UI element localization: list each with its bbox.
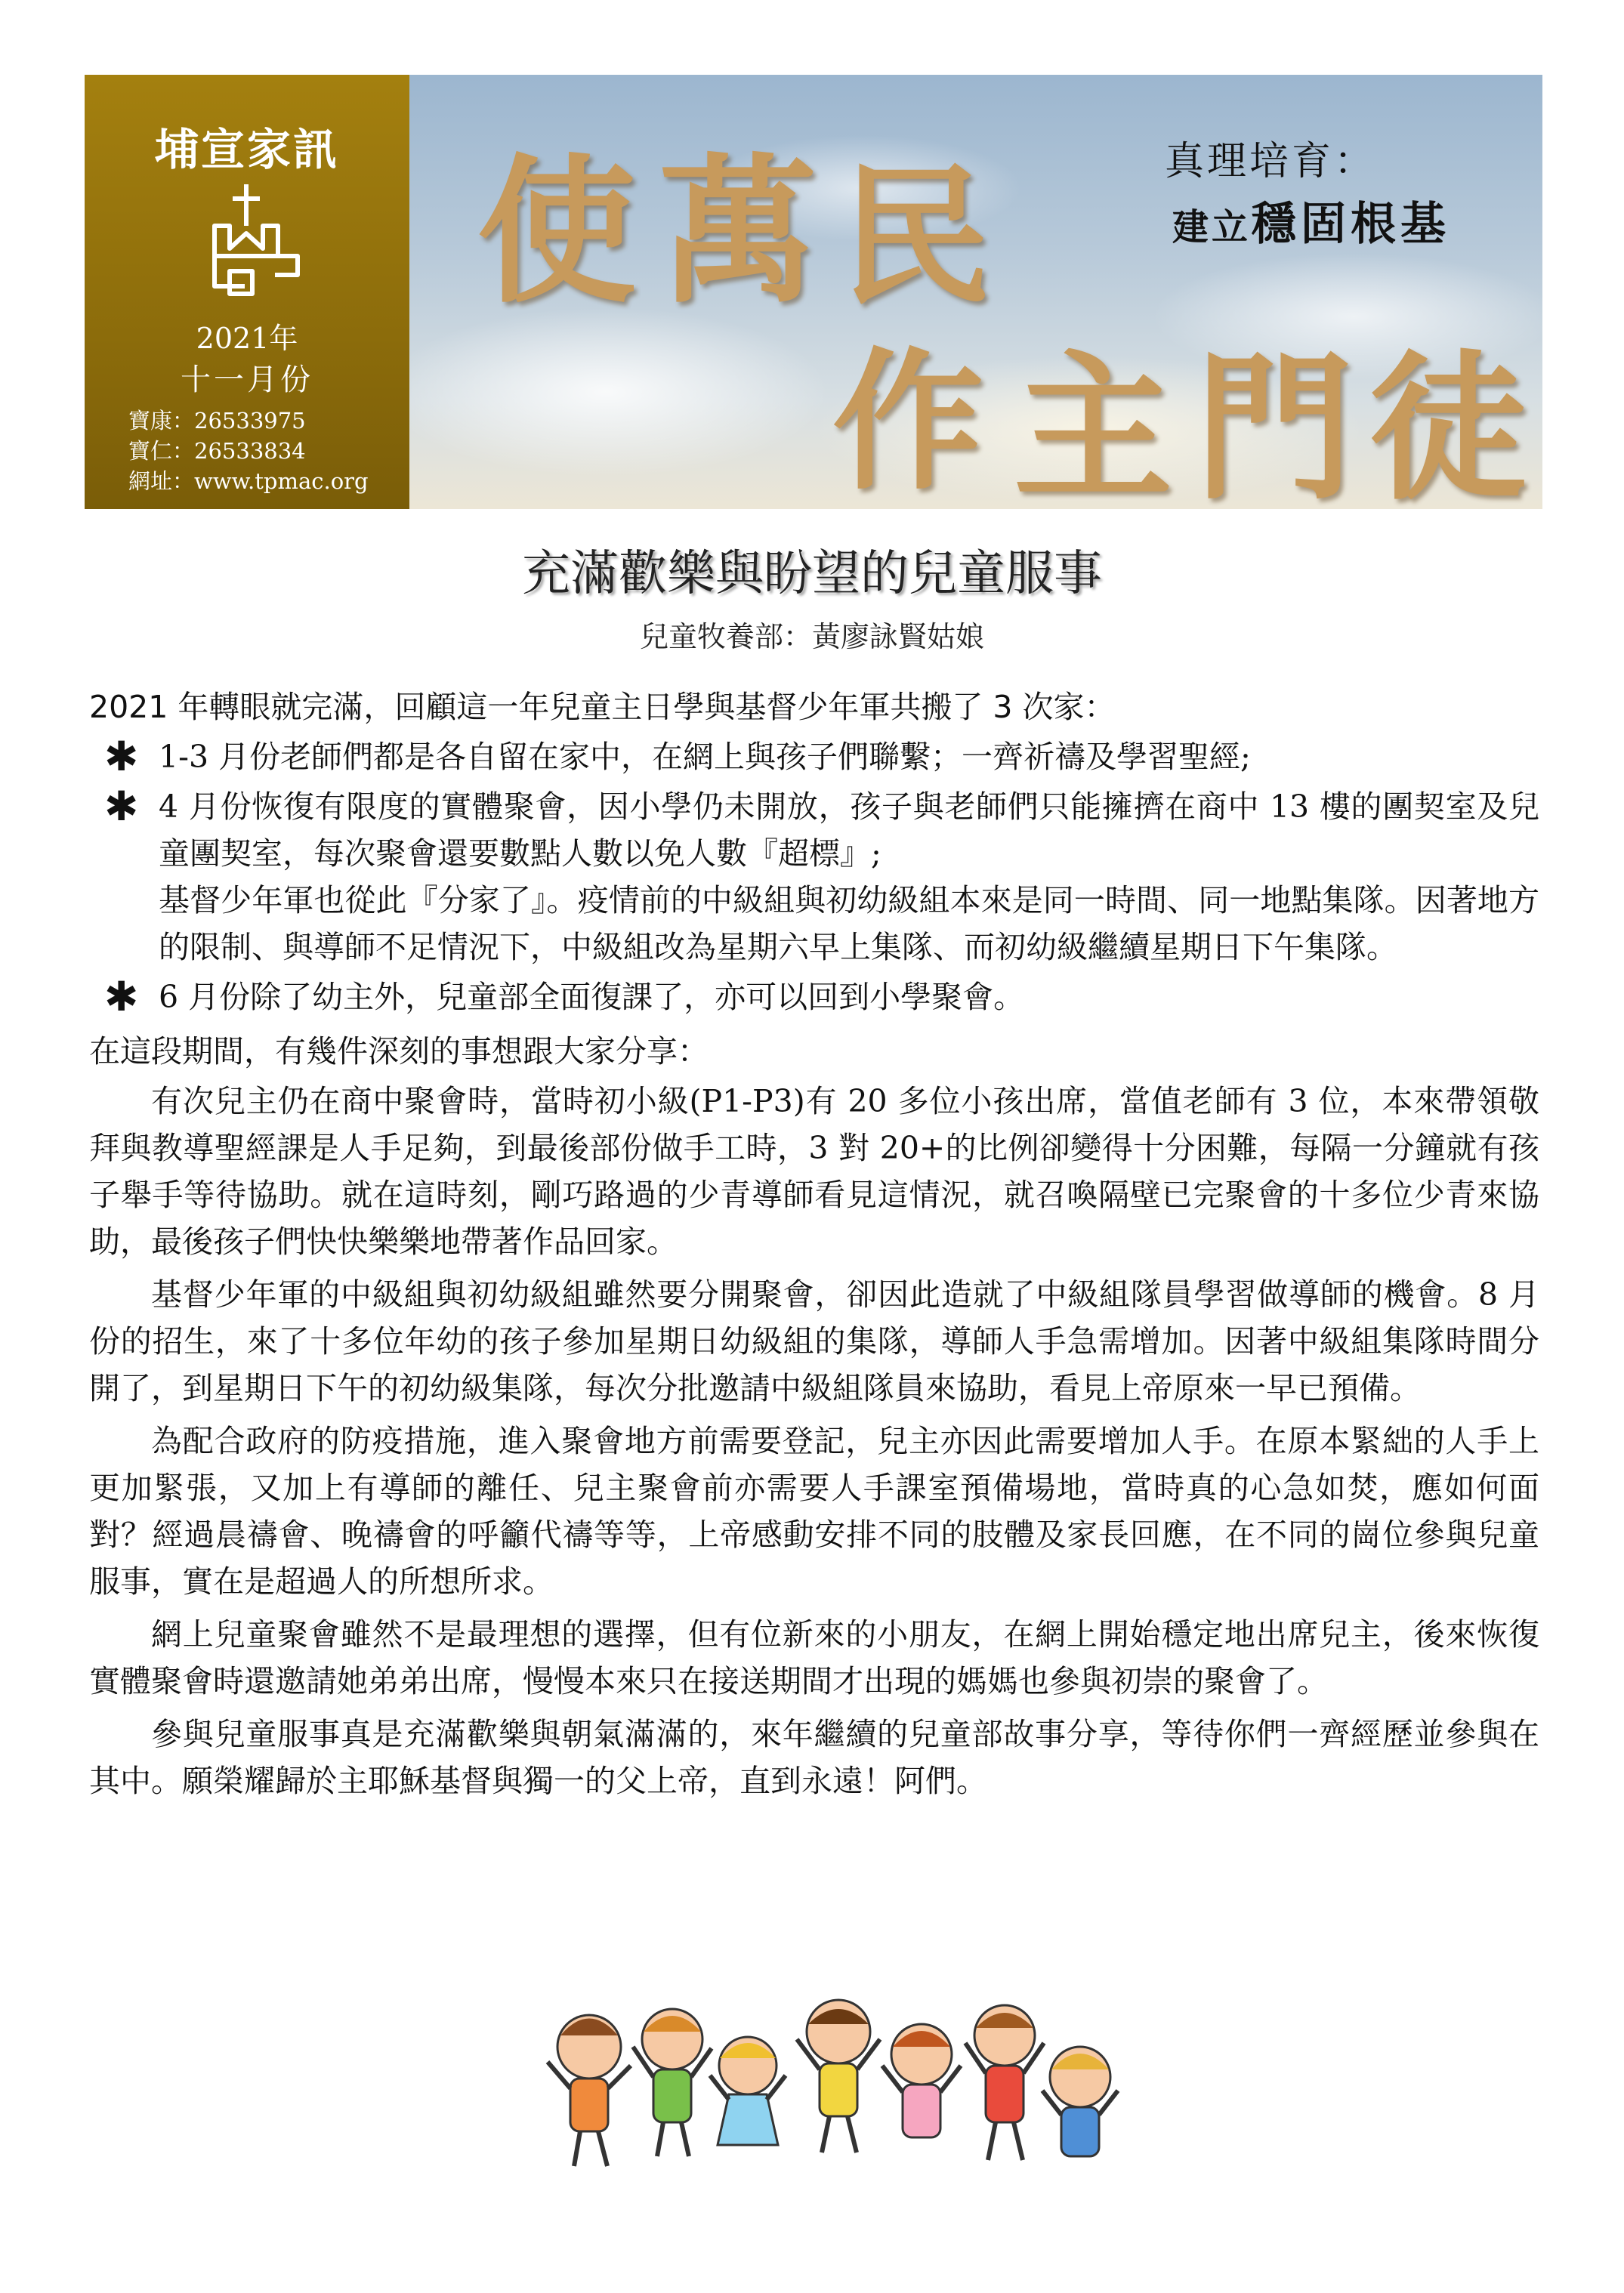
headline-char: 主 — [1014, 335, 1173, 509]
kid-figure-icon — [710, 2037, 786, 2145]
paragraph: 為配合政府的防疫措施，進入聚會地方前需要登記，兒主亦因此需要增加人手。在原本緊絀的人手上更加緊張，又加上有導師的離任、兒主聚會前亦需要人手課室預備場地，當時真的心急如焚，應如何面對？經過晨禱會、晚禱會的呼籲代禱等等，上帝感動安排不同的肢體及家長回應，在不同的崗位參與兒童服事，實在是超過人的所想所求。 — [89, 1423, 1539, 1600]
bullet-subparagraph: 基督少年軍也從此『分家了』。疫情前的中級組與初幼級組本來是同一時間、同一地點集隊。因著地方的限制、與導師不足情況下，中級組改為星期六早上集隊、而初幼級繼續星期日下午集隊。 — [159, 882, 1539, 965]
article-author: 兒童牧養部：黃廖詠賢姑娘 — [639, 620, 984, 653]
jumping-kids-illustration — [544, 1994, 1133, 2175]
newsletter-name: 埔宣家訊 — [154, 124, 339, 175]
contact-row: 網址：www.tpmac.org — [128, 468, 369, 494]
contact-row: 寶仁：26533834 — [128, 438, 306, 464]
paragraph: 參與兒童服事真是充滿歡樂與朝氣滿滿的，來年繼續的兒童部故事分享，等待你們一齊經歷並參與在其中。願榮耀歸於主耶穌基督與獨一的父上帝，直到永遠！阿們。 — [89, 1716, 1539, 1799]
share-intro: 在這段期間，有幾件深刻的事想跟大家分享： — [89, 1033, 709, 1069]
issue-year: 2021年 — [196, 322, 298, 355]
intro-line: 2021 年轉眼就完滿，回顧這一年兒童主日學與基督少年軍共搬了 3 次家： — [89, 689, 1116, 725]
contact-list — [128, 406, 369, 496]
kid-figure-icon — [965, 2005, 1044, 2160]
paragraph: 網上兒童聚會雖然不是最理想的選擇，但有位新來的小朋友，在網上開始穩定地出席兒主，後來恢復實體聚會時還邀請她弟弟出席，慢慢本來只在接送期間才出現的媽媽也參與初崇的聚會了。 — [89, 1616, 1539, 1699]
newsletter-info-panel — [85, 75, 409, 509]
sky-background — [409, 75, 1542, 509]
kid-figure-icon — [548, 2015, 631, 2166]
list-item: ✱ 1-3 月份老師們都是各自留在家中，在網上與孩子們聯繫；一齊祈禱及學習聖經; — [104, 733, 1251, 780]
article-title: 充滿歡樂與盼望的兒童服事 — [522, 546, 1102, 602]
kid-figure-icon — [633, 2009, 712, 2156]
motto-line-1: 真理培育： — [1165, 139, 1377, 184]
headline-char: 民 — [840, 148, 992, 326]
contact-row: 寶康：26533975 — [128, 408, 306, 434]
kid-figure-icon — [1042, 2047, 1118, 2156]
website-link[interactable]: www.tpmac.org — [194, 468, 369, 494]
headline-char: 作 — [832, 333, 984, 509]
list-item: ✱ 4 月份恢復有限度的實體聚會，因小學仍未開放，孩子與老師們只能擁擠在商中 13 樓的團契室及兒童團契室，每次聚會還要數點人數以免人數『超標』; 基督少年軍也從此『分家了』。疫情前的中級組與初幼級組本來是同一時間、同一地點集隊。因著地方的限制、與導師不足情況下，中級組改為星期六早上集隊、而初幼級繼續星期日下午集隊。 — [89, 783, 1539, 971]
headline-char: 門 — [1195, 335, 1354, 509]
issue-month: 十一月份 — [181, 363, 313, 397]
paragraph: 基督少年軍的中級組與初幼級組雖然要分開聚會，卻因此造就了中級組隊員學習做導師的機會。8 月份的招生，來了十多位年幼的孩子參加星期日幼級組的集隊，導師人手急需增加。因著中級組集隊時間分開了，到星期日下午的初幼級集隊，每次分批邀請中級組隊員來協助，看見上帝原來一早已預備。 — [89, 1276, 1539, 1406]
motto-line-2: 建立穩固根基 — [1172, 198, 1451, 251]
kid-figure-icon — [797, 2000, 880, 2153]
paragraph: 有次兒主仍在商中聚會時，當時初小級(P1-P3)有 20 多位小孩出席，當值老師有 3 位，本來帶領敬拜與教導聖經課是人手足夠，到最後部份做手工時，3 對 20+的比例卻變得十分困難，每隔一分鐘就有孩子舉手等待協助。就在這時刻，剛巧路過的少青導師看見這情況，就召喚隔壁已完聚會的十多位少青來協助，最後孩子們快快樂樂地帶著作品回家。 — [89, 1083, 1539, 1260]
star-bullet-icon: ✱ — [104, 782, 139, 830]
star-bullet-icon: ✱ — [104, 973, 139, 1020]
article-body — [89, 684, 1539, 1810]
kid-figure-icon — [882, 2024, 961, 2137]
star-bullet-icon: ✱ — [104, 733, 139, 780]
headline-char: 萬 — [659, 138, 818, 325]
masthead-banner — [85, 75, 1542, 509]
headline-char: 使 — [477, 138, 637, 325]
church-logo-icon — [199, 181, 313, 301]
headline-char: 徒 — [1369, 335, 1528, 509]
list-item: ✱ 6 月份除了幼主外，兒童部全面復課了，亦可以回到小學聚會。 — [104, 973, 1025, 1020]
bullet-list — [89, 733, 1539, 1020]
